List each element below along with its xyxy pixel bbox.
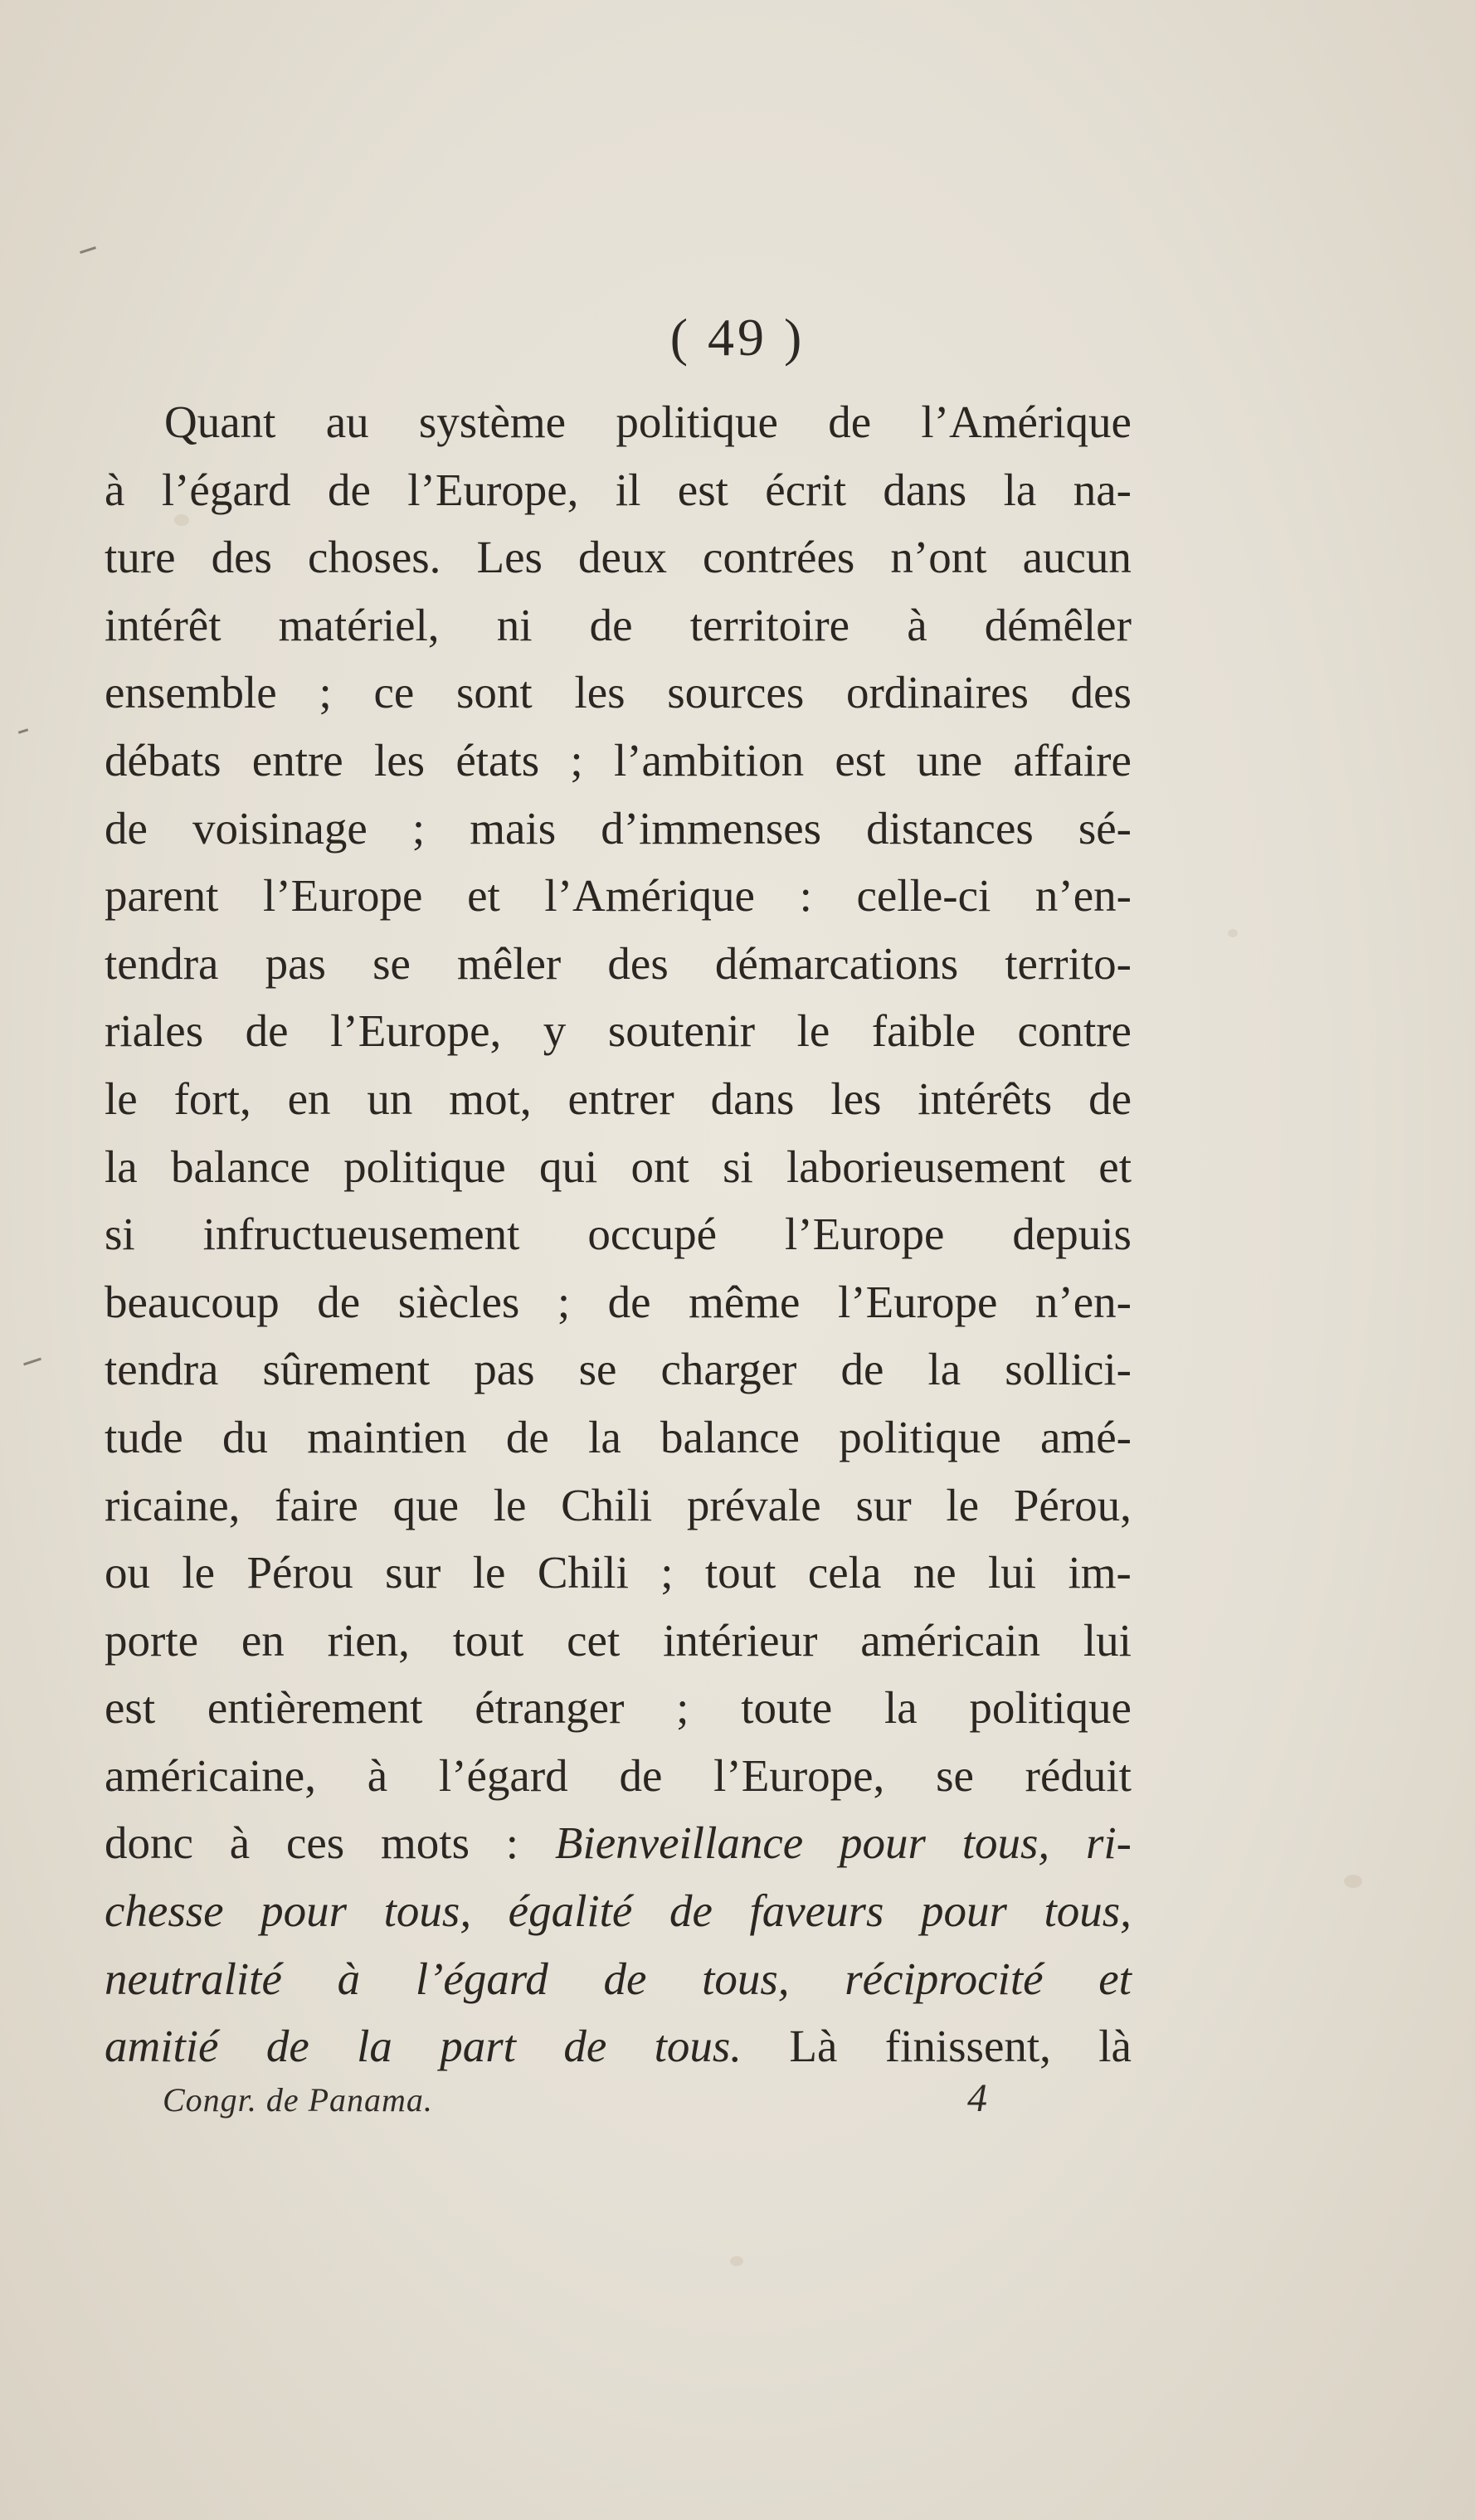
text-line	[105, 1539, 1132, 1607]
word: le	[182, 1547, 216, 1598]
word: de	[317, 1276, 361, 1327]
word: sûrement	[262, 1344, 431, 1395]
word: la	[1003, 464, 1037, 515]
gathering-signature: 4	[967, 2076, 987, 2120]
word: choses.	[308, 532, 441, 583]
word: n’ont	[890, 532, 987, 583]
word: tous,	[702, 1953, 790, 2004]
word: maintien	[307, 1411, 467, 1462]
word: l’Amérique	[921, 396, 1132, 447]
word: territo-	[1005, 937, 1132, 989]
word: ne	[913, 1547, 957, 1598]
word: étranger	[475, 1682, 625, 1734]
word: américaine,	[105, 1749, 316, 1801]
word: est	[677, 464, 728, 515]
word: ces	[285, 1817, 345, 1869]
text-line	[105, 1065, 1132, 1133]
word: les	[373, 734, 426, 786]
word: charger	[660, 1344, 797, 1395]
text-line	[105, 1607, 1132, 1675]
word: entrer	[567, 1073, 674, 1124]
word: im-	[1068, 1547, 1132, 1598]
word: Quant	[164, 396, 276, 447]
word: que	[392, 1479, 459, 1530]
word: politique	[616, 396, 778, 447]
word: faible	[871, 1005, 976, 1057]
word: prévale	[686, 1479, 821, 1530]
word: ricaine,	[105, 1479, 241, 1530]
word: l’Europe,	[713, 1749, 885, 1801]
word: il	[615, 464, 641, 515]
word: Pérou	[246, 1547, 353, 1598]
word: pas	[265, 937, 326, 989]
text-line	[105, 795, 1132, 863]
word: fort,	[173, 1073, 251, 1124]
word: là	[1098, 2021, 1132, 2072]
word: intérêt	[105, 599, 221, 650]
word: l’Europe	[785, 1209, 945, 1260]
word: Pérou,	[1013, 1479, 1132, 1530]
word: ont	[630, 1141, 689, 1192]
word: l’Europe	[837, 1276, 998, 1327]
word: siècles	[397, 1276, 520, 1327]
word: les	[574, 667, 626, 718]
word: à	[105, 464, 125, 515]
text-line	[105, 1335, 1132, 1404]
word: ;	[319, 667, 332, 718]
word: la	[884, 1682, 918, 1734]
text-line	[105, 591, 1132, 659]
word: Bienveillance	[554, 1817, 804, 1869]
margin-mark	[80, 246, 96, 254]
word: affaire	[1013, 734, 1132, 786]
word: mais	[470, 802, 557, 854]
word: le	[472, 1547, 506, 1598]
word: des	[211, 532, 272, 583]
word: de	[619, 1749, 663, 1801]
margin-mark	[23, 1358, 41, 1366]
word: laborieusement	[786, 1141, 1066, 1192]
word: n’en-	[1034, 870, 1132, 922]
word: tendra	[105, 1344, 219, 1395]
word: la	[588, 1411, 621, 1462]
word: la	[357, 2021, 392, 2072]
word: tude	[105, 1411, 183, 1462]
word: à	[229, 1817, 251, 1869]
word: ce	[373, 667, 415, 718]
text-line	[105, 1404, 1132, 1472]
word: balance	[170, 1141, 310, 1192]
word: à	[337, 1953, 361, 2004]
word: riales	[105, 1005, 204, 1057]
word: chesse	[105, 1885, 224, 1937]
word: américain	[860, 1614, 1041, 1666]
word: de	[828, 396, 872, 447]
text-line	[105, 1133, 1132, 1201]
word: des	[607, 937, 669, 989]
word: de	[105, 802, 148, 854]
word: réciprocité	[845, 1953, 1044, 2004]
word: territoire	[689, 599, 850, 650]
word: politique	[969, 1682, 1132, 1734]
word: est	[835, 734, 886, 786]
word: tendra	[105, 937, 219, 989]
word: et	[1098, 1953, 1132, 2004]
word: le	[946, 1479, 980, 1530]
word: part	[440, 2021, 516, 2072]
word: la	[105, 1141, 138, 1192]
word: sollici-	[1005, 1344, 1132, 1395]
word: de	[607, 1276, 651, 1327]
word: depuis	[1012, 1209, 1132, 1260]
word: sur	[855, 1479, 912, 1530]
word: celle-ci	[856, 870, 991, 922]
word: ensemble	[105, 667, 277, 718]
word: soutenir	[607, 1005, 756, 1057]
word: beaucoup	[105, 1276, 280, 1327]
text-line	[105, 1742, 1132, 1810]
word: à	[907, 599, 927, 650]
word: politique	[839, 1411, 1001, 1462]
word: les	[830, 1073, 882, 1124]
word: dans	[710, 1073, 795, 1124]
word: entre	[251, 734, 343, 786]
text-line	[105, 1877, 1132, 1945]
margin-mark	[18, 728, 28, 734]
word: et	[1098, 1141, 1132, 1192]
word: l’égard	[415, 1953, 548, 2004]
word: de	[840, 1344, 884, 1395]
word: :	[505, 1817, 519, 1869]
word: l’ambition	[613, 734, 805, 786]
text-line	[105, 997, 1132, 1065]
page-footer	[163, 2076, 992, 2130]
word: intérêts	[918, 1073, 1053, 1124]
word: finissent,	[884, 2021, 1051, 2072]
word: Les	[476, 532, 543, 583]
word: démêler	[984, 599, 1132, 650]
paper-spot	[1344, 1875, 1362, 1888]
word: de	[563, 2021, 607, 2072]
word: mêler	[457, 937, 562, 989]
word: tout	[704, 1547, 776, 1598]
word: en	[241, 1614, 285, 1666]
word: politique	[343, 1141, 506, 1192]
word: amé-	[1040, 1411, 1132, 1462]
word: l’Amérique	[544, 870, 755, 922]
paper-spot	[1228, 929, 1238, 937]
word: ;	[660, 1547, 674, 1598]
word: ;	[411, 802, 426, 854]
text-line	[105, 456, 1132, 524]
word: dans	[883, 464, 967, 515]
word: n’en-	[1034, 1276, 1132, 1327]
word: amitié	[105, 2021, 219, 2072]
word: la	[927, 1344, 961, 1395]
word: de	[245, 1005, 289, 1057]
word: donc	[105, 1817, 193, 1869]
word: ni	[496, 599, 533, 650]
word: se	[936, 1749, 974, 1801]
word: Chili	[537, 1547, 629, 1598]
word: pour	[839, 1817, 926, 1869]
word: de	[589, 599, 633, 650]
word: voisinage	[192, 802, 368, 854]
word: infructueusement	[202, 1209, 520, 1260]
word: distances	[866, 802, 1034, 854]
word: ri-	[1085, 1817, 1132, 1869]
word: sé-	[1078, 802, 1132, 854]
word: rien,	[327, 1614, 410, 1666]
word: états	[455, 734, 540, 786]
word: se	[578, 1344, 617, 1395]
word: l’égard	[161, 464, 291, 515]
word: ;	[557, 1276, 571, 1327]
paper-spot	[730, 2256, 743, 2266]
word: cela	[807, 1547, 882, 1598]
word: ;	[676, 1682, 689, 1734]
word: toute	[741, 1682, 833, 1734]
word: de	[669, 1885, 713, 1937]
word: ture	[105, 532, 176, 583]
word: contrées	[703, 532, 855, 583]
word: de	[265, 2021, 309, 2072]
word: aucun	[1022, 532, 1132, 583]
word: tous,	[383, 1885, 472, 1937]
word: mot,	[449, 1073, 532, 1124]
word: si	[723, 1141, 753, 1192]
word: une	[916, 734, 983, 786]
word: un	[367, 1073, 413, 1124]
word: l’Europe,	[407, 464, 579, 515]
text-line	[105, 659, 1132, 727]
word: réduit	[1025, 1749, 1132, 1801]
word: ordinaires	[845, 667, 1029, 718]
text-line	[105, 388, 1132, 456]
word: matériel,	[278, 599, 440, 650]
word: Là	[789, 2021, 838, 2072]
word: se	[372, 937, 411, 989]
text-line	[105, 1674, 1132, 1742]
word: parent	[105, 870, 219, 922]
word: sources	[667, 667, 805, 718]
word: l’Europe,	[330, 1005, 502, 1057]
text-line	[105, 523, 1132, 591]
word: sur	[385, 1547, 441, 1598]
word: même	[689, 1276, 801, 1327]
word: occupé	[587, 1209, 718, 1260]
word: y	[543, 1005, 567, 1057]
word: tous,	[1044, 1885, 1132, 1937]
word: le	[105, 1073, 138, 1124]
word: neutralité	[105, 1953, 282, 2004]
text-line	[105, 930, 1132, 998]
word: du	[221, 1411, 268, 1462]
word: le	[493, 1479, 527, 1530]
word: l’égard	[438, 1749, 568, 1801]
word: tout	[452, 1614, 524, 1666]
word: faveurs	[749, 1885, 884, 1937]
text-line	[105, 2012, 1132, 2080]
word: démarcations	[714, 937, 959, 989]
word: pour	[260, 1885, 348, 1937]
word: intérieur	[663, 1614, 818, 1666]
word: en	[287, 1073, 331, 1124]
word: sont	[456, 667, 533, 718]
word: lui	[1083, 1614, 1132, 1666]
word: tous.	[654, 2021, 742, 2072]
word: ;	[570, 734, 583, 786]
word: et	[467, 870, 500, 922]
word: système	[418, 396, 567, 447]
word: débats	[105, 734, 221, 786]
text-line	[105, 1945, 1132, 2013]
word: pas	[474, 1344, 535, 1395]
word: au	[325, 396, 369, 447]
word: na-	[1073, 464, 1132, 515]
text-line	[105, 1809, 1132, 1877]
word: :	[799, 870, 812, 922]
word: deux	[578, 532, 667, 583]
word: à	[367, 1749, 388, 1801]
signature-mark-text: Congr. de Panama.	[163, 2081, 433, 2119]
word: mots	[381, 1817, 470, 1869]
word: de	[505, 1411, 549, 1462]
text-line	[105, 1268, 1132, 1336]
word: porte	[105, 1614, 199, 1666]
word: l’Europe	[263, 870, 423, 922]
word: balance	[660, 1411, 800, 1462]
word: faire	[275, 1479, 358, 1530]
word: écrit	[765, 464, 846, 515]
word: pour	[920, 1885, 1007, 1937]
word: des	[1070, 667, 1132, 718]
word: si	[105, 1209, 135, 1260]
page-number: ( 49 )	[669, 308, 806, 367]
text-line	[105, 1200, 1132, 1268]
word: qui	[538, 1141, 598, 1192]
body-text	[105, 388, 1132, 2080]
word: lui	[988, 1547, 1037, 1598]
word: de	[1088, 1073, 1132, 1124]
word: contre	[1017, 1005, 1132, 1057]
word: tous,	[961, 1817, 1050, 1869]
word: de	[603, 1953, 647, 2004]
word: ou	[105, 1547, 150, 1598]
text-line	[105, 727, 1132, 795]
word: de	[327, 464, 371, 515]
word: Chili	[561, 1479, 653, 1530]
text-line	[105, 1472, 1132, 1540]
word: cet	[567, 1614, 621, 1666]
word: d’immenses	[601, 802, 822, 854]
word: le	[796, 1005, 830, 1057]
word: entièrement	[207, 1682, 423, 1734]
text-line	[105, 862, 1132, 930]
word: est	[105, 1682, 156, 1734]
word: égalité	[508, 1885, 633, 1937]
